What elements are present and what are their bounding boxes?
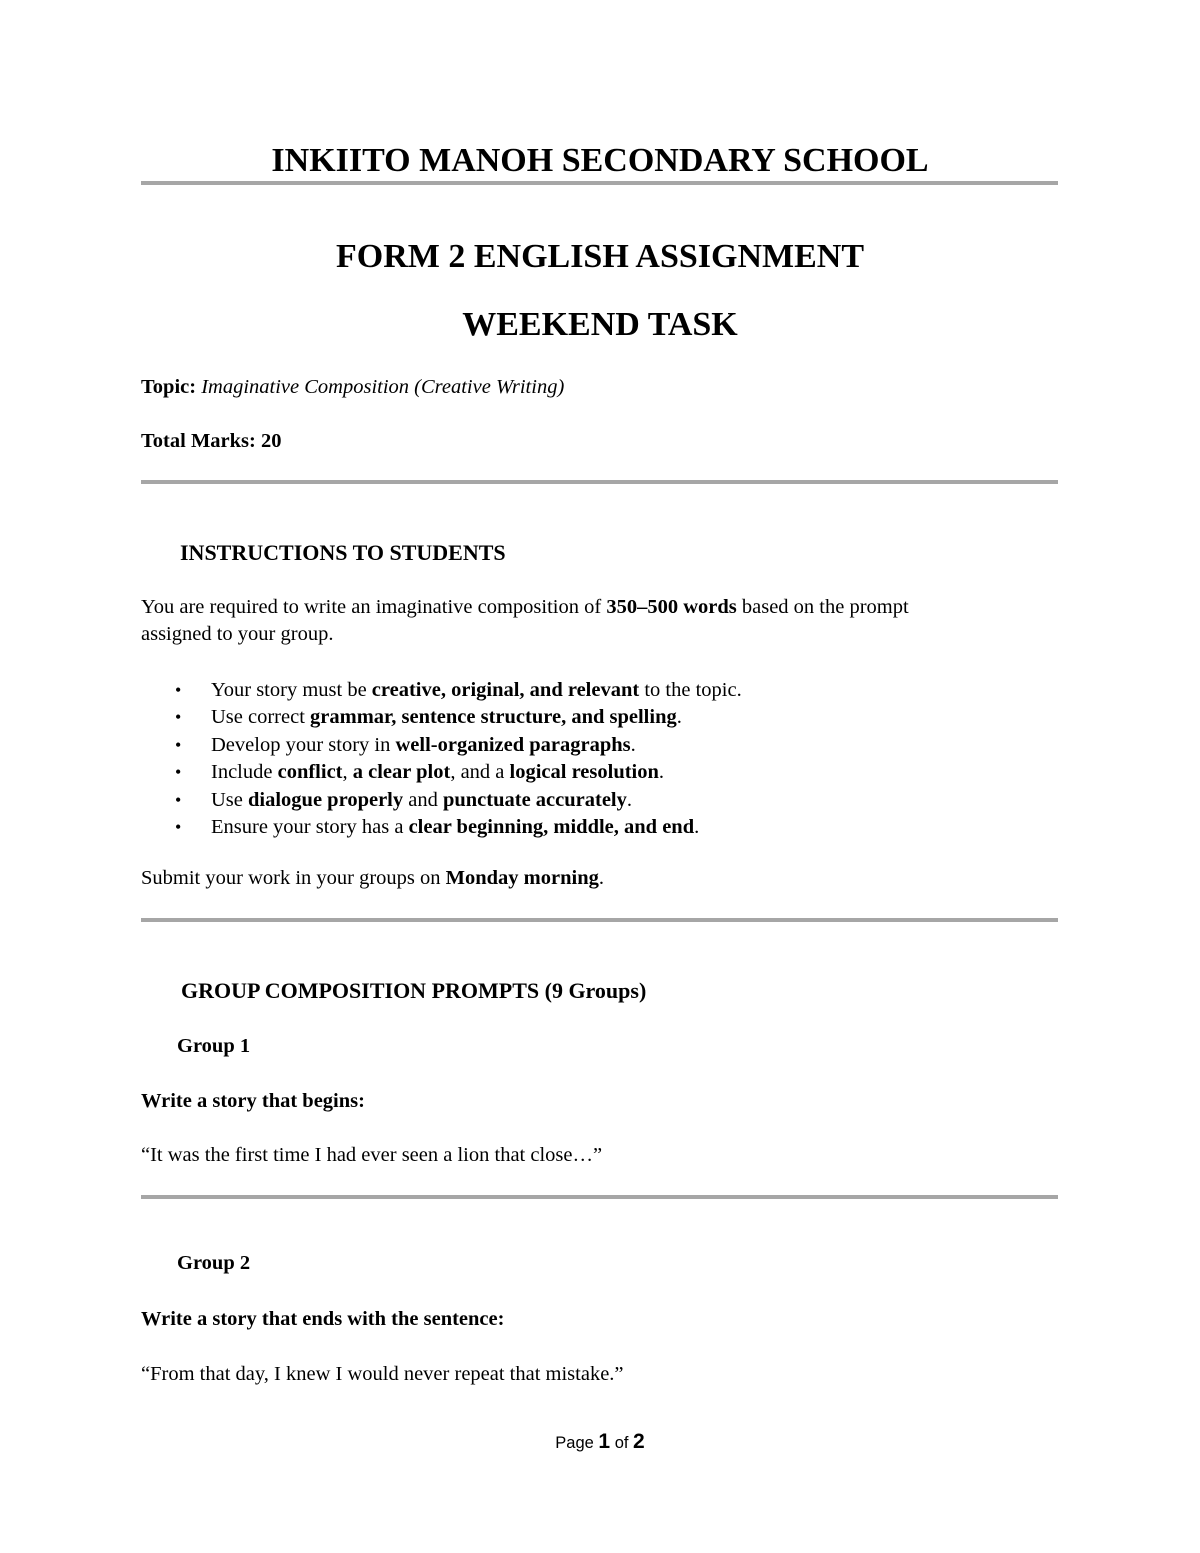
bullet-icon: • (175, 816, 182, 837)
group-instruction: Write a story that ends with the sentence: (141, 1308, 505, 1330)
list-item: • Use correct grammar, sentence structure, and spelling. (141, 704, 742, 731)
total-marks-line (141, 430, 281, 453)
list-item: • Use dialogue properly and punctuate accurately. (141, 787, 742, 814)
bullet-icon: • (175, 734, 182, 755)
prompts-heading: GROUP COMPOSITION PROMPTS (9 Groups) (181, 978, 647, 1003)
marks-value: 20 (260, 430, 282, 452)
topic-line (141, 376, 564, 399)
bullet-icon: • (175, 789, 182, 810)
submission-note: Submit your work in your groups on Monday morning. (141, 867, 604, 889)
intro-text: You are required to write an imaginative composition of (141, 596, 607, 618)
instructions-heading: INSTRUCTIONS TO STUDENTS (180, 540, 506, 565)
group-instruction: Write a story that begins: (141, 1090, 365, 1112)
bullet-icon: • (175, 707, 182, 728)
list-item: • Ensure your story has a clear beginning, middle, and end. (141, 814, 742, 841)
assignment-title: FORM 2 ENGLISH ASSIGNMENT (335, 238, 865, 275)
bullet-icon: • (175, 762, 182, 783)
list-item: • Your story must be creative, original, and relevant to the topic. (141, 677, 742, 704)
group-label: Group 2 (177, 1252, 251, 1274)
instructions-intro (141, 596, 909, 619)
group-label: Group 1 (177, 1035, 251, 1057)
bullet-icon: • (175, 680, 182, 700)
divider (141, 181, 1058, 185)
topic-label: Topic: (141, 376, 197, 398)
divider (141, 480, 1058, 484)
divider (141, 1195, 1058, 1199)
school-name: INKIITO MANOH SECONDARY SCHOOL (271, 142, 929, 179)
instructions-intro-line2: assigned to your group. (141, 623, 334, 645)
page-number: Page 1 of 2 (555, 1430, 645, 1453)
assignment-subtitle: WEEKEND TASK (462, 306, 738, 343)
divider (141, 918, 1058, 922)
marks-label: Total Marks: (141, 430, 256, 452)
group-quote: “From that day, I knew I would never repeat that mistake.” (141, 1363, 624, 1385)
topic-value: Imaginative Composition (Creative Writing) (201, 376, 565, 398)
word-count: 350–500 words (606, 596, 737, 618)
list-item: • Develop your story in well-organized paragraphs. (141, 732, 742, 759)
list-item: • Include conflict, a clear plot, and a logical resolution. (141, 759, 742, 786)
group-quote: “It was the first time I had ever seen a lion that close…” (141, 1144, 603, 1166)
intro-text: based on the prompt (736, 596, 909, 618)
instructions-list (141, 677, 742, 841)
